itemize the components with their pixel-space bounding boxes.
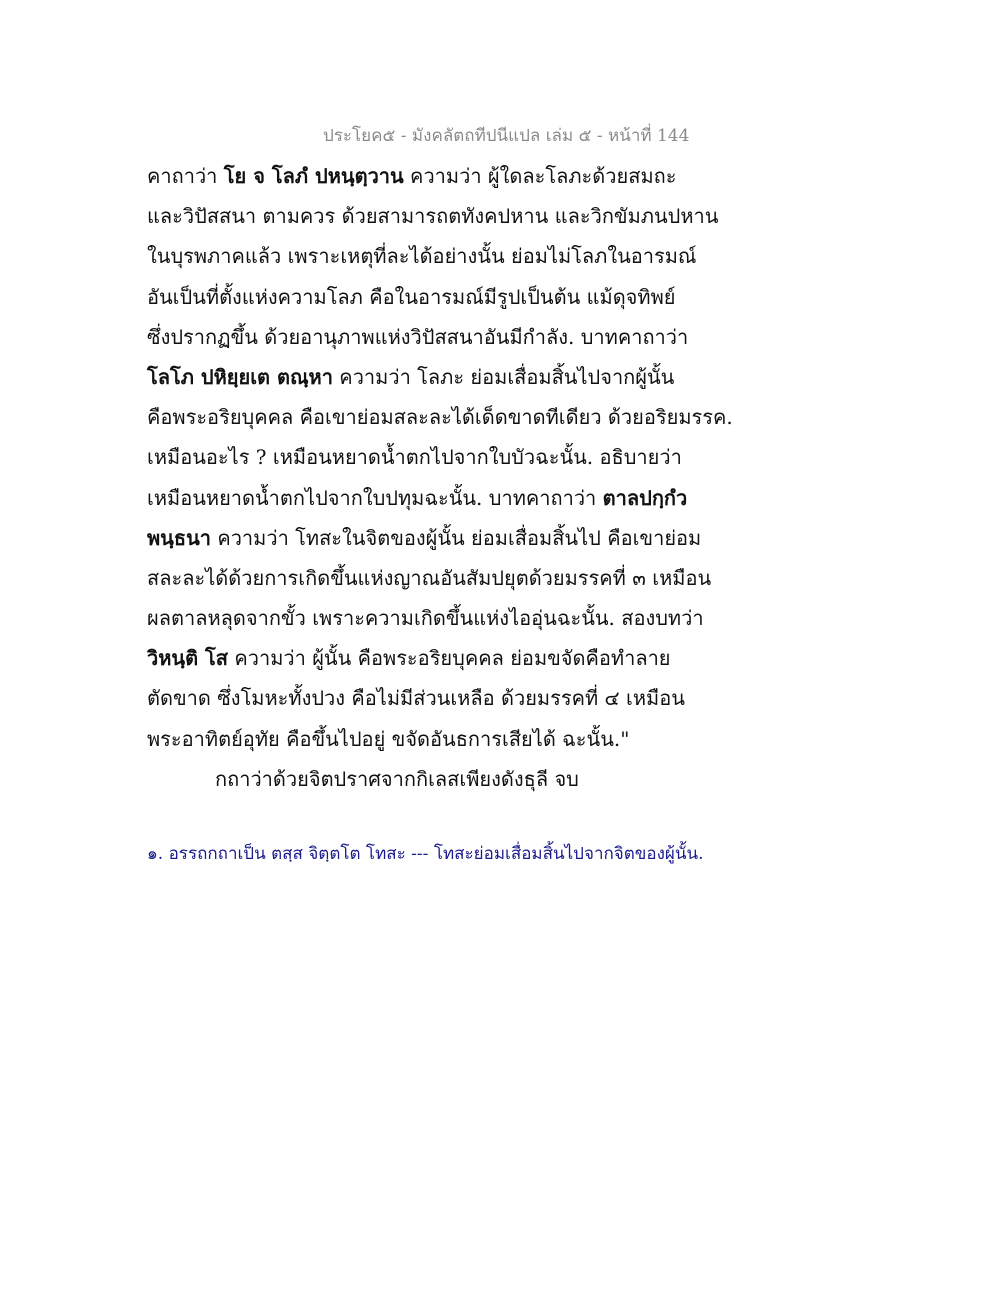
text-line	[147, 558, 712, 598]
text-segment: คือพระอริยบุคคล คือเขาย่อมสละละได้เด็ดขาดทีเดียว ด้วยอริยมรรค.	[147, 405, 733, 430]
text-segment: พระอาทิตย์อุทัย คือขึ้นไปอยู่ ขจัดอันธการเสียได้ ฉะนั้น."	[147, 726, 630, 751]
text-line	[147, 678, 707, 718]
text-segment: ความว่า ผู้นั้น คือพระอริยบุคคล ย่อมขจัดคือทำลาย	[228, 646, 671, 671]
text-segment: ซึ่งปรากฏขึ้น ด้วยอานุภาพแห่งวิปัสสนาอันมีกำลัง. บาทคาถาว่า	[147, 324, 689, 349]
text-line	[147, 357, 707, 397]
text-segment: ความว่า ผู้ใดละโลภะด้วยสมถะ	[403, 164, 677, 188]
text-segment: ความว่า โทสะในจิตของผู้นั้น ย่อมเสื่อมสิ้นไป คือเขาย่อม	[210, 525, 702, 550]
footnote: ๑. อรรถกถาเป็น ตสฺส จิตฺตโต โทสะ --- โทสะย่อมเสื่อมสิ้นไปจากจิตของผู้นั้น.	[147, 844, 704, 864]
text-segment: สละละได้ด้วยการเกิดขึ้นแห่งญาณอันสัมปยุตด้วยมรรคที่ ๓ เหมือน	[147, 565, 712, 590]
text-segment: ความว่า โลภะ ย่อมเสื่อมสิ้นไปจากผู้นั้น	[332, 364, 675, 389]
text-segment: ในบุรพภาคแล้ว เพราะเหตุที่ละได้อย่างนั้น ย่อมไม่โลภในอารมณ์	[147, 244, 697, 269]
text-segment: คาถาว่า	[147, 164, 224, 188]
pali-term: ตาลปกฺกํว	[602, 485, 688, 510]
text-line	[147, 478, 707, 518]
text-segment: เหมือนอะไร ? เหมือนหยาดน้ำตกไปจากใบบัวฉะนั้น. อธิบายว่า	[147, 445, 682, 470]
pali-term: โย จ โลภํ ปหนฺตฺวาน	[223, 164, 404, 188]
text-line	[147, 638, 707, 678]
text-segment: และวิปัสสนา ตามควร ด้วยสามารถตทังคปหาน และวิกขัมภนปหาน	[147, 204, 719, 229]
text-line	[147, 437, 707, 477]
text-segment: ตัดขาด ซึ่งโมหะทั้งปวง คือไม่มีส่วนเหลือ ด้วยมรรคที่ ๔ เหมือน	[147, 686, 685, 711]
text-line	[147, 397, 733, 437]
pali-term: พนฺธนา	[147, 525, 211, 550]
text-line	[147, 317, 707, 357]
pali-term: วิหนฺติ โส	[147, 646, 228, 671]
page-header: ประโยค๕ - มังคลัตถทีปนีแปล เล่ม ๕ - หน้าที่ 144	[323, 126, 690, 146]
text-line	[147, 598, 707, 638]
body-text	[147, 156, 733, 799]
pali-term: โลโภ ปหิยฺยเต ตณฺหา	[147, 364, 333, 389]
text-segment: เหมือนหยาดน้ำตกไปจากใบปทุมฉะนั้น. บาทคาถาว่า	[147, 485, 603, 510]
text-line	[147, 719, 707, 759]
text-line	[147, 277, 707, 317]
text-line	[147, 759, 707, 799]
text-segment: อันเป็นที่ตั้งแห่งความโลภ คือในอารมณ์มีรูปเป็นต้น แม้ดุจทิพย์	[147, 284, 676, 309]
text-line	[147, 156, 707, 196]
text-segment: ผลตาลหลุดจากขั้ว เพราะความเกิดขึ้นแห่งไออุ่นฉะนั้น. สองบทว่า	[147, 606, 704, 631]
text-line	[147, 236, 707, 276]
text-line	[147, 518, 707, 558]
text-segment: กถาว่าด้วยจิตปราศจากกิเลสเพียงดังธุลี จบ	[215, 766, 579, 791]
text-line	[147, 196, 719, 236]
